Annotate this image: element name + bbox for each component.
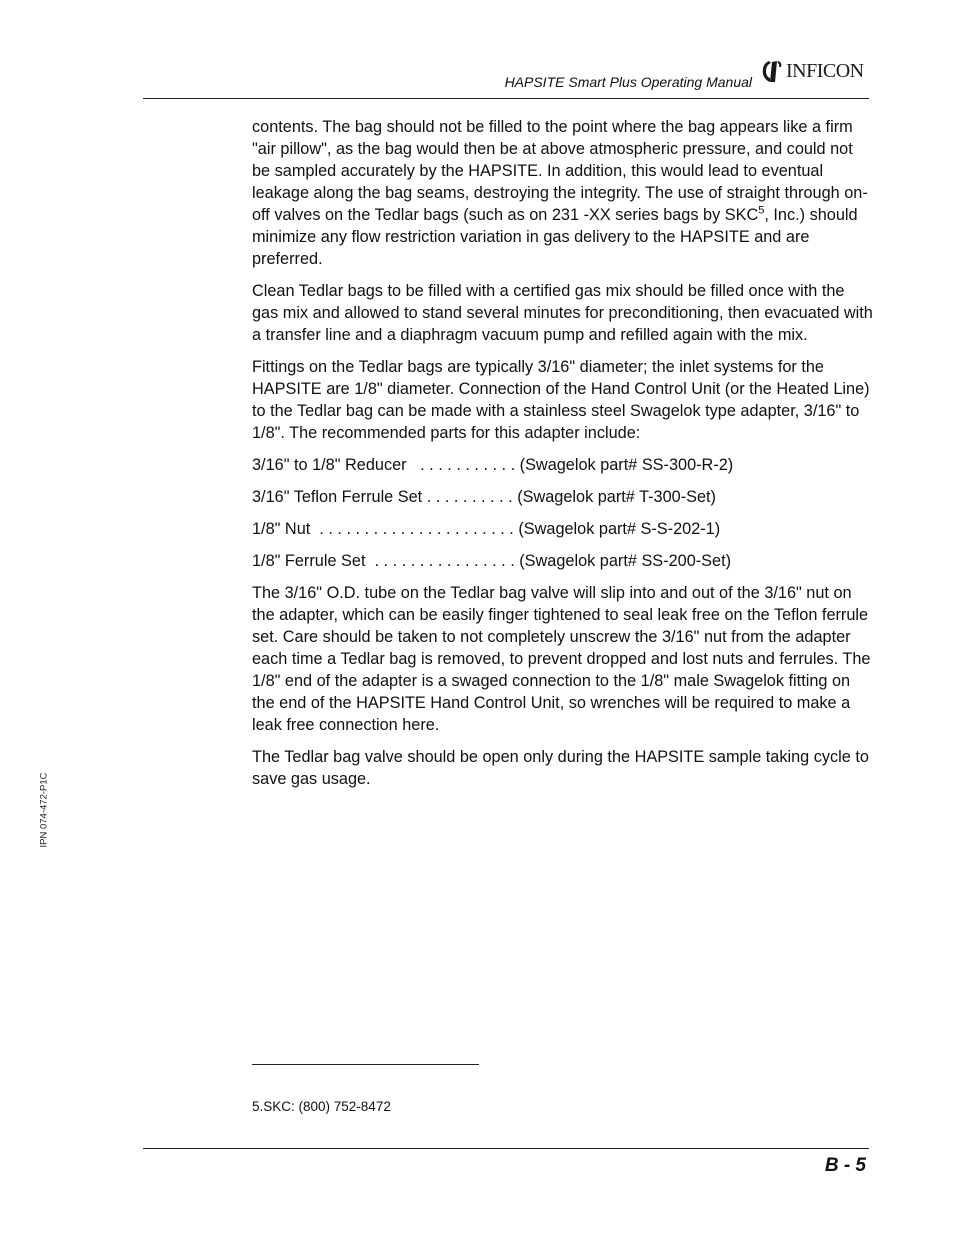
paragraph-adapter-usage: The 3/16" O.D. tube on the Tedlar bag valve will slip into and out of the 3/16" nut on the adapter, which can be easily finger tightened to seal leak free on the Teflon ferrule set. Care should be taken to not completely unscrew the 3/16" nut from the adapter each time a Tedlar bag is removed, to prevent dropped and lost nuts and ferrules. The 1/8" end of the adapter is a swaged connection to the 1/8" male Swagelok fitting on the end of the HAPSITE Hand Control Unit, so wrenches will be required to make a leak free connection here.	[252, 584, 871, 734]
header-rule	[143, 98, 869, 99]
paragraph-text: contents. The bag should not be filled to the point where the bag appears like a firm "air pillow", as the bag would then be at above atmospheric pressure, and could not be sampled accurately by the HAPSITE. In addition, this would lead to eventual leakage along the bag seams, destroying the integrity. The use of straight through on-off valves on the Tedlar bags (such as on 231 -XX series bags by SKC	[252, 118, 868, 224]
footer-rule	[143, 1148, 869, 1149]
logo-wordmark: INFICON	[786, 60, 864, 82]
brand-logo	[760, 58, 864, 84]
document-part-number: IPN 074-472-P1C	[38, 772, 50, 848]
part-item-reducer: 3/16" to 1/8" Reducer . . . . . . . . . . . (Swagelok part# SS-300-R-2)	[252, 456, 734, 474]
page-number: B - 5	[824, 1155, 866, 1176]
part-item-teflon-ferrule: 3/16" Teflon Ferrule Set . . . . . . . . . . (Swagelok part# T-300-Set)	[252, 488, 716, 506]
paragraph-valve-open: The Tedlar bag valve should be open only during the HAPSITE sample taking cycle to save gas usage.	[252, 748, 869, 788]
paragraph-fittings: Fittings on the Tedlar bags are typically 3/16" diameter; the inlet systems for the HAPSITE are 1/8" diameter. Connection of the Hand Control Unit (or the Heated Line) to the Tedlar bag can be made with a stainless steel Swagelok type adapter, 3/16" to 1/8". The recommended parts for this adapter include:	[252, 358, 870, 442]
paragraph-text: , Inc.) should minimize any flow restriction variation in gas delivery to the HAPSITE and are preferred.	[252, 206, 858, 268]
footnote-separator	[252, 1064, 479, 1065]
part-item-nut: 1/8" Nut . . . . . . . . . . . . . . . . . . . . . . (Swagelok part# S-S-202-1)	[252, 520, 721, 538]
parts-list	[252, 454, 874, 572]
body-content	[252, 116, 874, 800]
footnote-text: 5.SKC: (800) 752-8472	[252, 1099, 391, 1114]
paragraph-tedlar-filling	[252, 116, 874, 270]
part-item-ferrule-set: 1/8" Ferrule Set . . . . . . . . . . . . . . . . (Swagelok part# SS-200-Set)	[252, 552, 732, 570]
paragraph-preconditioning: Clean Tedlar bags to be filled with a certified gas mix should be filled once with the gas mix and allowed to stand several minutes for preconditioning, then evacuated with a transfer line and a diaphragm vacuum pump and refilled again with the mix.	[252, 282, 873, 344]
footnote-reference[interactable]: 5	[758, 204, 765, 217]
inficon-logo-icon	[760, 58, 784, 84]
manual-title: HAPSITE Smart Plus Operating Manual	[504, 74, 752, 90]
